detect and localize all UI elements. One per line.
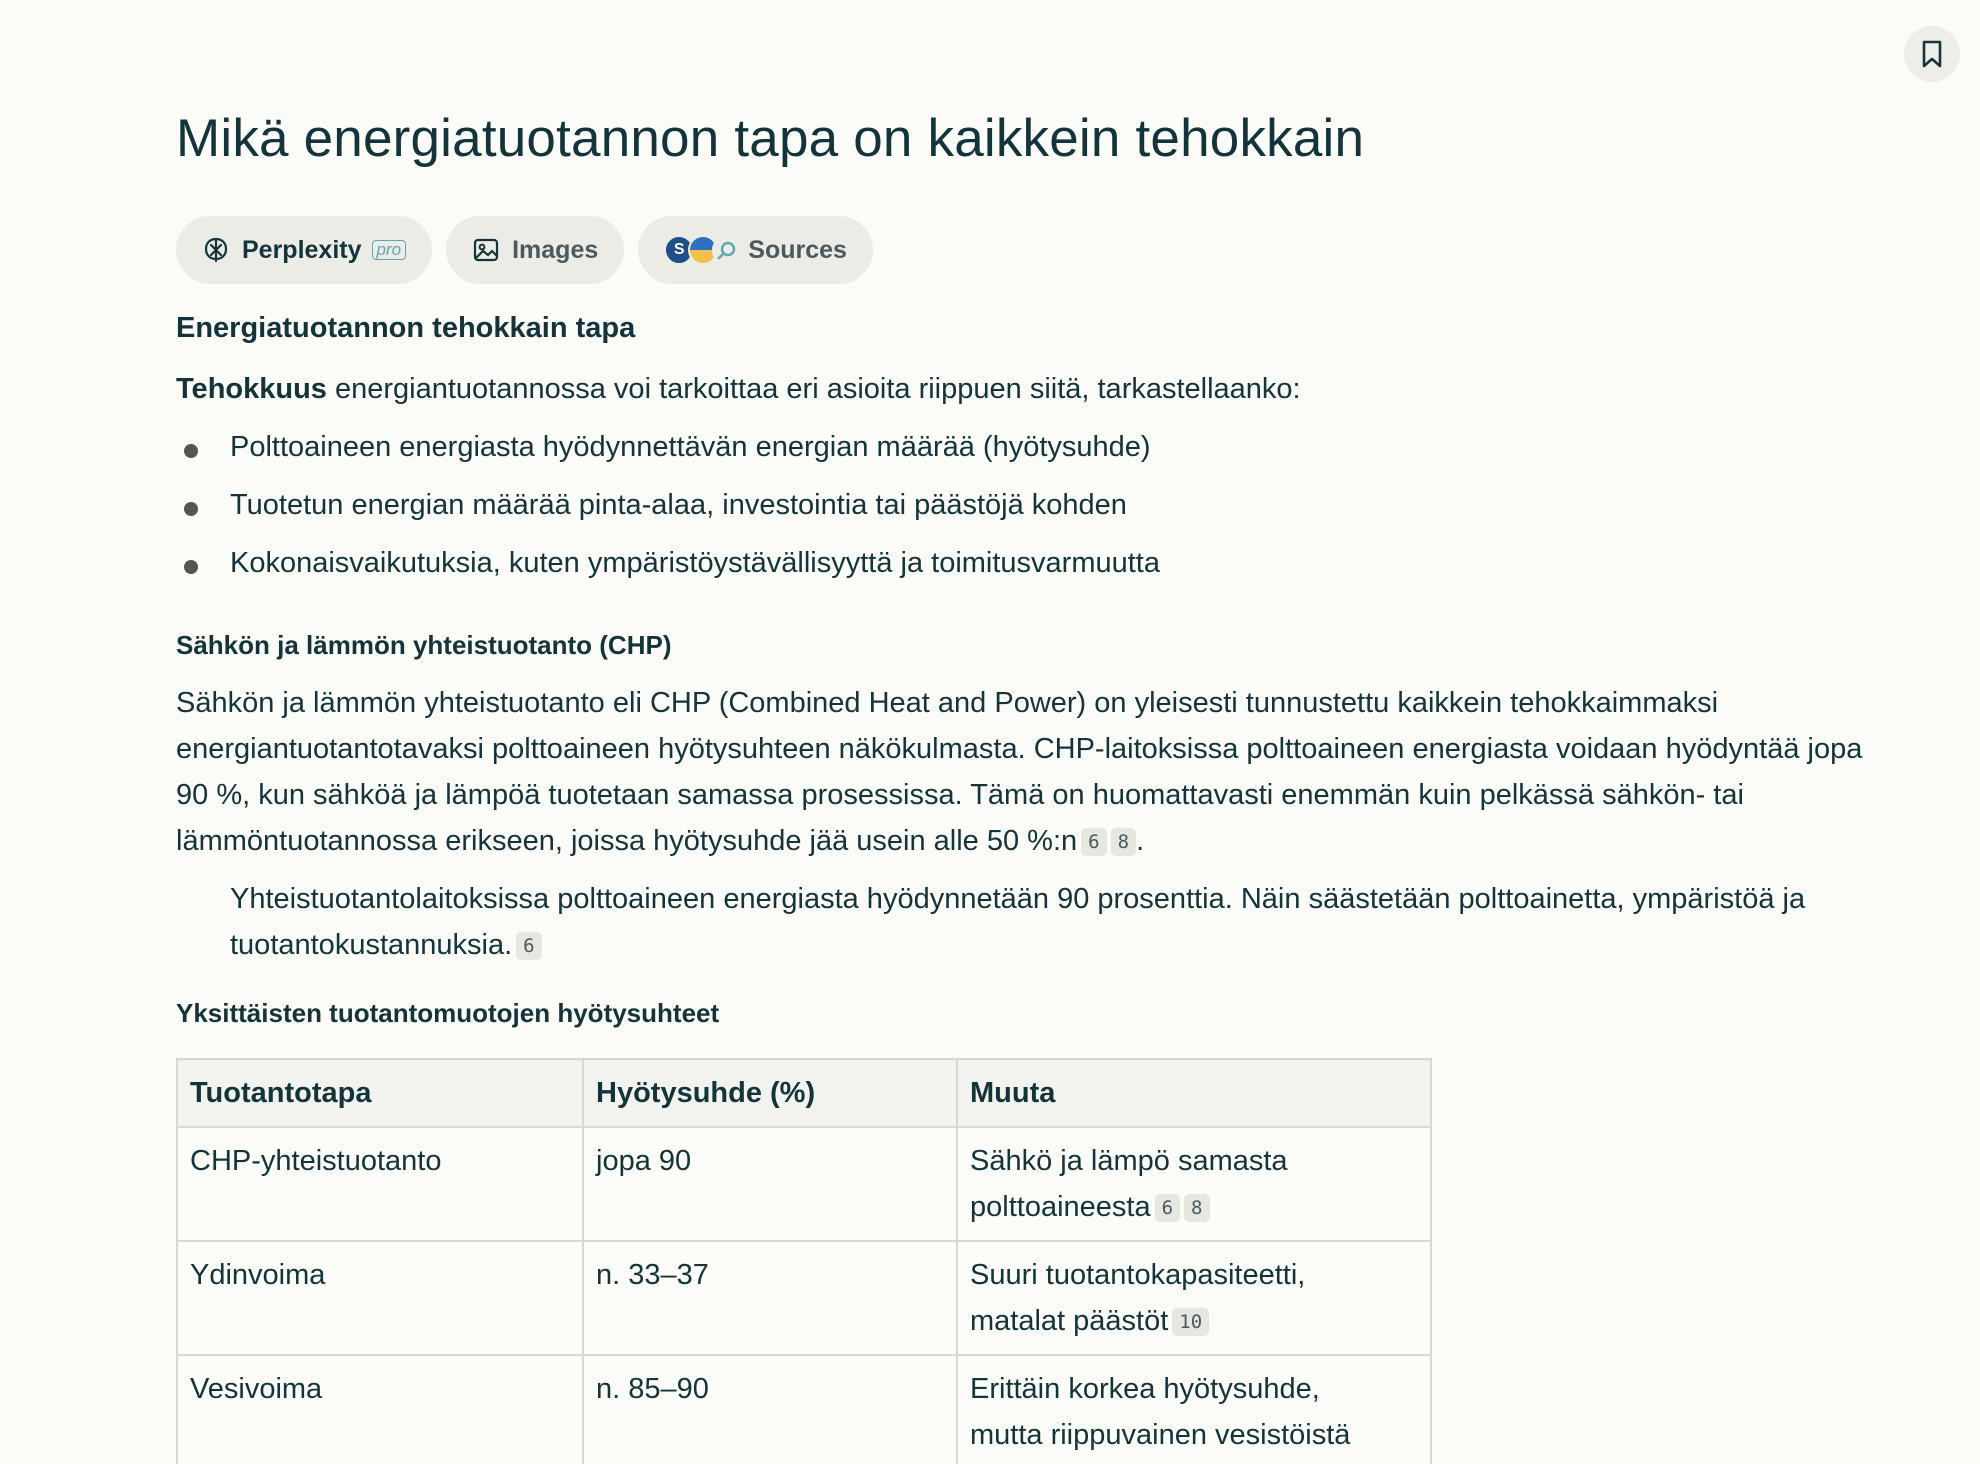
image-icon bbox=[472, 236, 500, 264]
note-text: Sähkö ja lämpö samasta bbox=[970, 1145, 1288, 1177]
chp-text: Sähkön ja lämmön yhteistuotanto eli CHP (Combined Heat and Power) on yleisesti tunnustettu kaikkein tehokkaimmaksi energiantuotantotavaksi polttoaineen hyötysuhteen näkökulmasta. CHP-laitoksissa polttoaineen energiasta voidaan hyödyntää jopa 90 %, kun sähköä ja lämpöä tuotetaan samassa prosessissa. Tämä on huomattavasti enemmän kuin pelkässä sähkön- tai lämmöntuotannossa erikseen, joissa hyötysuhde jää usein alle 50 %:n bbox=[176, 687, 1863, 857]
table-cell: n. 85–90 bbox=[583, 1355, 957, 1464]
table-header-row bbox=[177, 1059, 1431, 1127]
answer-tabs bbox=[176, 216, 873, 284]
citation-badge[interactable]: 10 bbox=[1172, 1308, 1209, 1336]
column-header: Tuotantotapa bbox=[177, 1059, 583, 1127]
bookmark-icon bbox=[1920, 40, 1944, 68]
list-item-text: Polttoaineen energiasta hyödynnettävän energian määrää (hyötysuhde) bbox=[230, 431, 1151, 463]
note-text: Suuri tuotantokapasiteetti, bbox=[970, 1259, 1306, 1291]
page-title: Mikä energiatuotannon tapa on kaikkein tehokkain bbox=[176, 109, 1365, 168]
source-search-icon bbox=[712, 235, 742, 265]
blockquote bbox=[230, 876, 1870, 968]
tab-images[interactable] bbox=[446, 216, 624, 284]
citation-badge[interactable]: 8 bbox=[1111, 828, 1136, 856]
table-row bbox=[177, 1241, 1431, 1355]
table-cell bbox=[957, 1127, 1431, 1241]
source-favicons bbox=[664, 235, 736, 265]
efficiency-table bbox=[176, 1058, 1432, 1464]
note-text: Erittäin korkea hyötysuhde, bbox=[970, 1373, 1320, 1405]
note-text: matalat päästöt bbox=[970, 1305, 1169, 1337]
list-item-text: Tuotetun energian määrää pinta-alaa, investointia tai päästöjä kohden bbox=[230, 489, 1127, 521]
column-header: Muuta bbox=[957, 1059, 1431, 1127]
chp-paragraph: Sähkön ja lämmön yhteistuotanto eli CHP (Combined Heat and Power) on yleisesti tunnustettu kaikkein tehokkaimmaksi energiantuotantotavaksi polttoaineen hyötysuhteen näkökulmasta. CHP-laitoksissa polttoaineen energiasta voidaan hyödyntää jopa 90 %, kun sähköä ja lämpöä tuotetaan samassa prosessissa. Tämä on huomattavasti enemmän kuin pelkässä sähkön- tai lämmöntuotannossa erikseen, joissa hyötysuhde jää usein alle 50 %:n 6 8 . bbox=[176, 687, 1863, 857]
intro-text: energiantuotannossa voi tarkoittaa eri asioita riippuen siitä, tarkastellaanko: bbox=[326, 373, 1301, 405]
quote-text: Yhteistuotantolaitoksissa polttoaineen energiasta hyödynnetään 90 prosenttia. Näin säästetään polttoainetta, ympäristöä ja tuotantokustannuksia. bbox=[230, 883, 1806, 961]
tab-label: Perplexity bbox=[242, 235, 362, 264]
note-text: mutta riippuvainen vesistöistä bbox=[970, 1419, 1351, 1451]
citation-badge[interactable]: 8 bbox=[1184, 1194, 1209, 1222]
citation-badge[interactable]: 6 bbox=[1155, 1194, 1180, 1222]
pro-badge: pro bbox=[372, 240, 407, 260]
tab-sources[interactable] bbox=[638, 216, 873, 284]
criteria-list bbox=[176, 424, 1160, 598]
table-cell bbox=[957, 1355, 1431, 1464]
table-cell: CHP-yhteistuotanto bbox=[177, 1127, 583, 1241]
column-header: Hyötysuhde (%) bbox=[583, 1059, 957, 1127]
tab-label: Images bbox=[512, 235, 599, 264]
citation-badge[interactable]: 6 bbox=[516, 932, 541, 960]
section-heading: Yksittäisten tuotantomuotojen hyötysuhteet bbox=[176, 998, 720, 1028]
table-cell: jopa 90 bbox=[583, 1127, 957, 1241]
table-cell: Ydinvoima bbox=[177, 1241, 583, 1355]
intro-paragraph bbox=[176, 366, 1301, 412]
section-heading: Energiatuotannon tehokkain tapa bbox=[176, 312, 636, 344]
section-heading: Sähkön ja lämmön yhteistuotanto (CHP) bbox=[176, 630, 672, 660]
table-row bbox=[177, 1355, 1431, 1464]
source-s-icon: S bbox=[664, 235, 694, 265]
table-cell: Vesivoima bbox=[177, 1355, 583, 1464]
intro-bold: Tehokkuus bbox=[176, 373, 327, 405]
list-item bbox=[176, 482, 1160, 540]
tab-label: Sources bbox=[748, 235, 847, 264]
list-item bbox=[176, 424, 1160, 482]
table-row bbox=[177, 1127, 1431, 1241]
bullet-icon bbox=[184, 560, 198, 574]
perplexity-icon bbox=[202, 236, 230, 264]
bookmark-button[interactable] bbox=[1904, 26, 1960, 82]
table-cell: n. 33–37 bbox=[583, 1241, 957, 1355]
bullet-icon bbox=[184, 444, 198, 458]
tab-perplexity[interactable] bbox=[176, 216, 432, 284]
table-cell bbox=[957, 1241, 1431, 1355]
list-item bbox=[176, 540, 1160, 598]
note-text: polttoaineesta bbox=[970, 1191, 1151, 1223]
bullet-icon bbox=[184, 502, 198, 516]
list-item-text: Kokonaisvaikutuksia, kuten ympäristöystävällisyyttä ja toimitusvarmuutta bbox=[230, 547, 1160, 579]
citation-badge[interactable]: 6 bbox=[1081, 828, 1106, 856]
